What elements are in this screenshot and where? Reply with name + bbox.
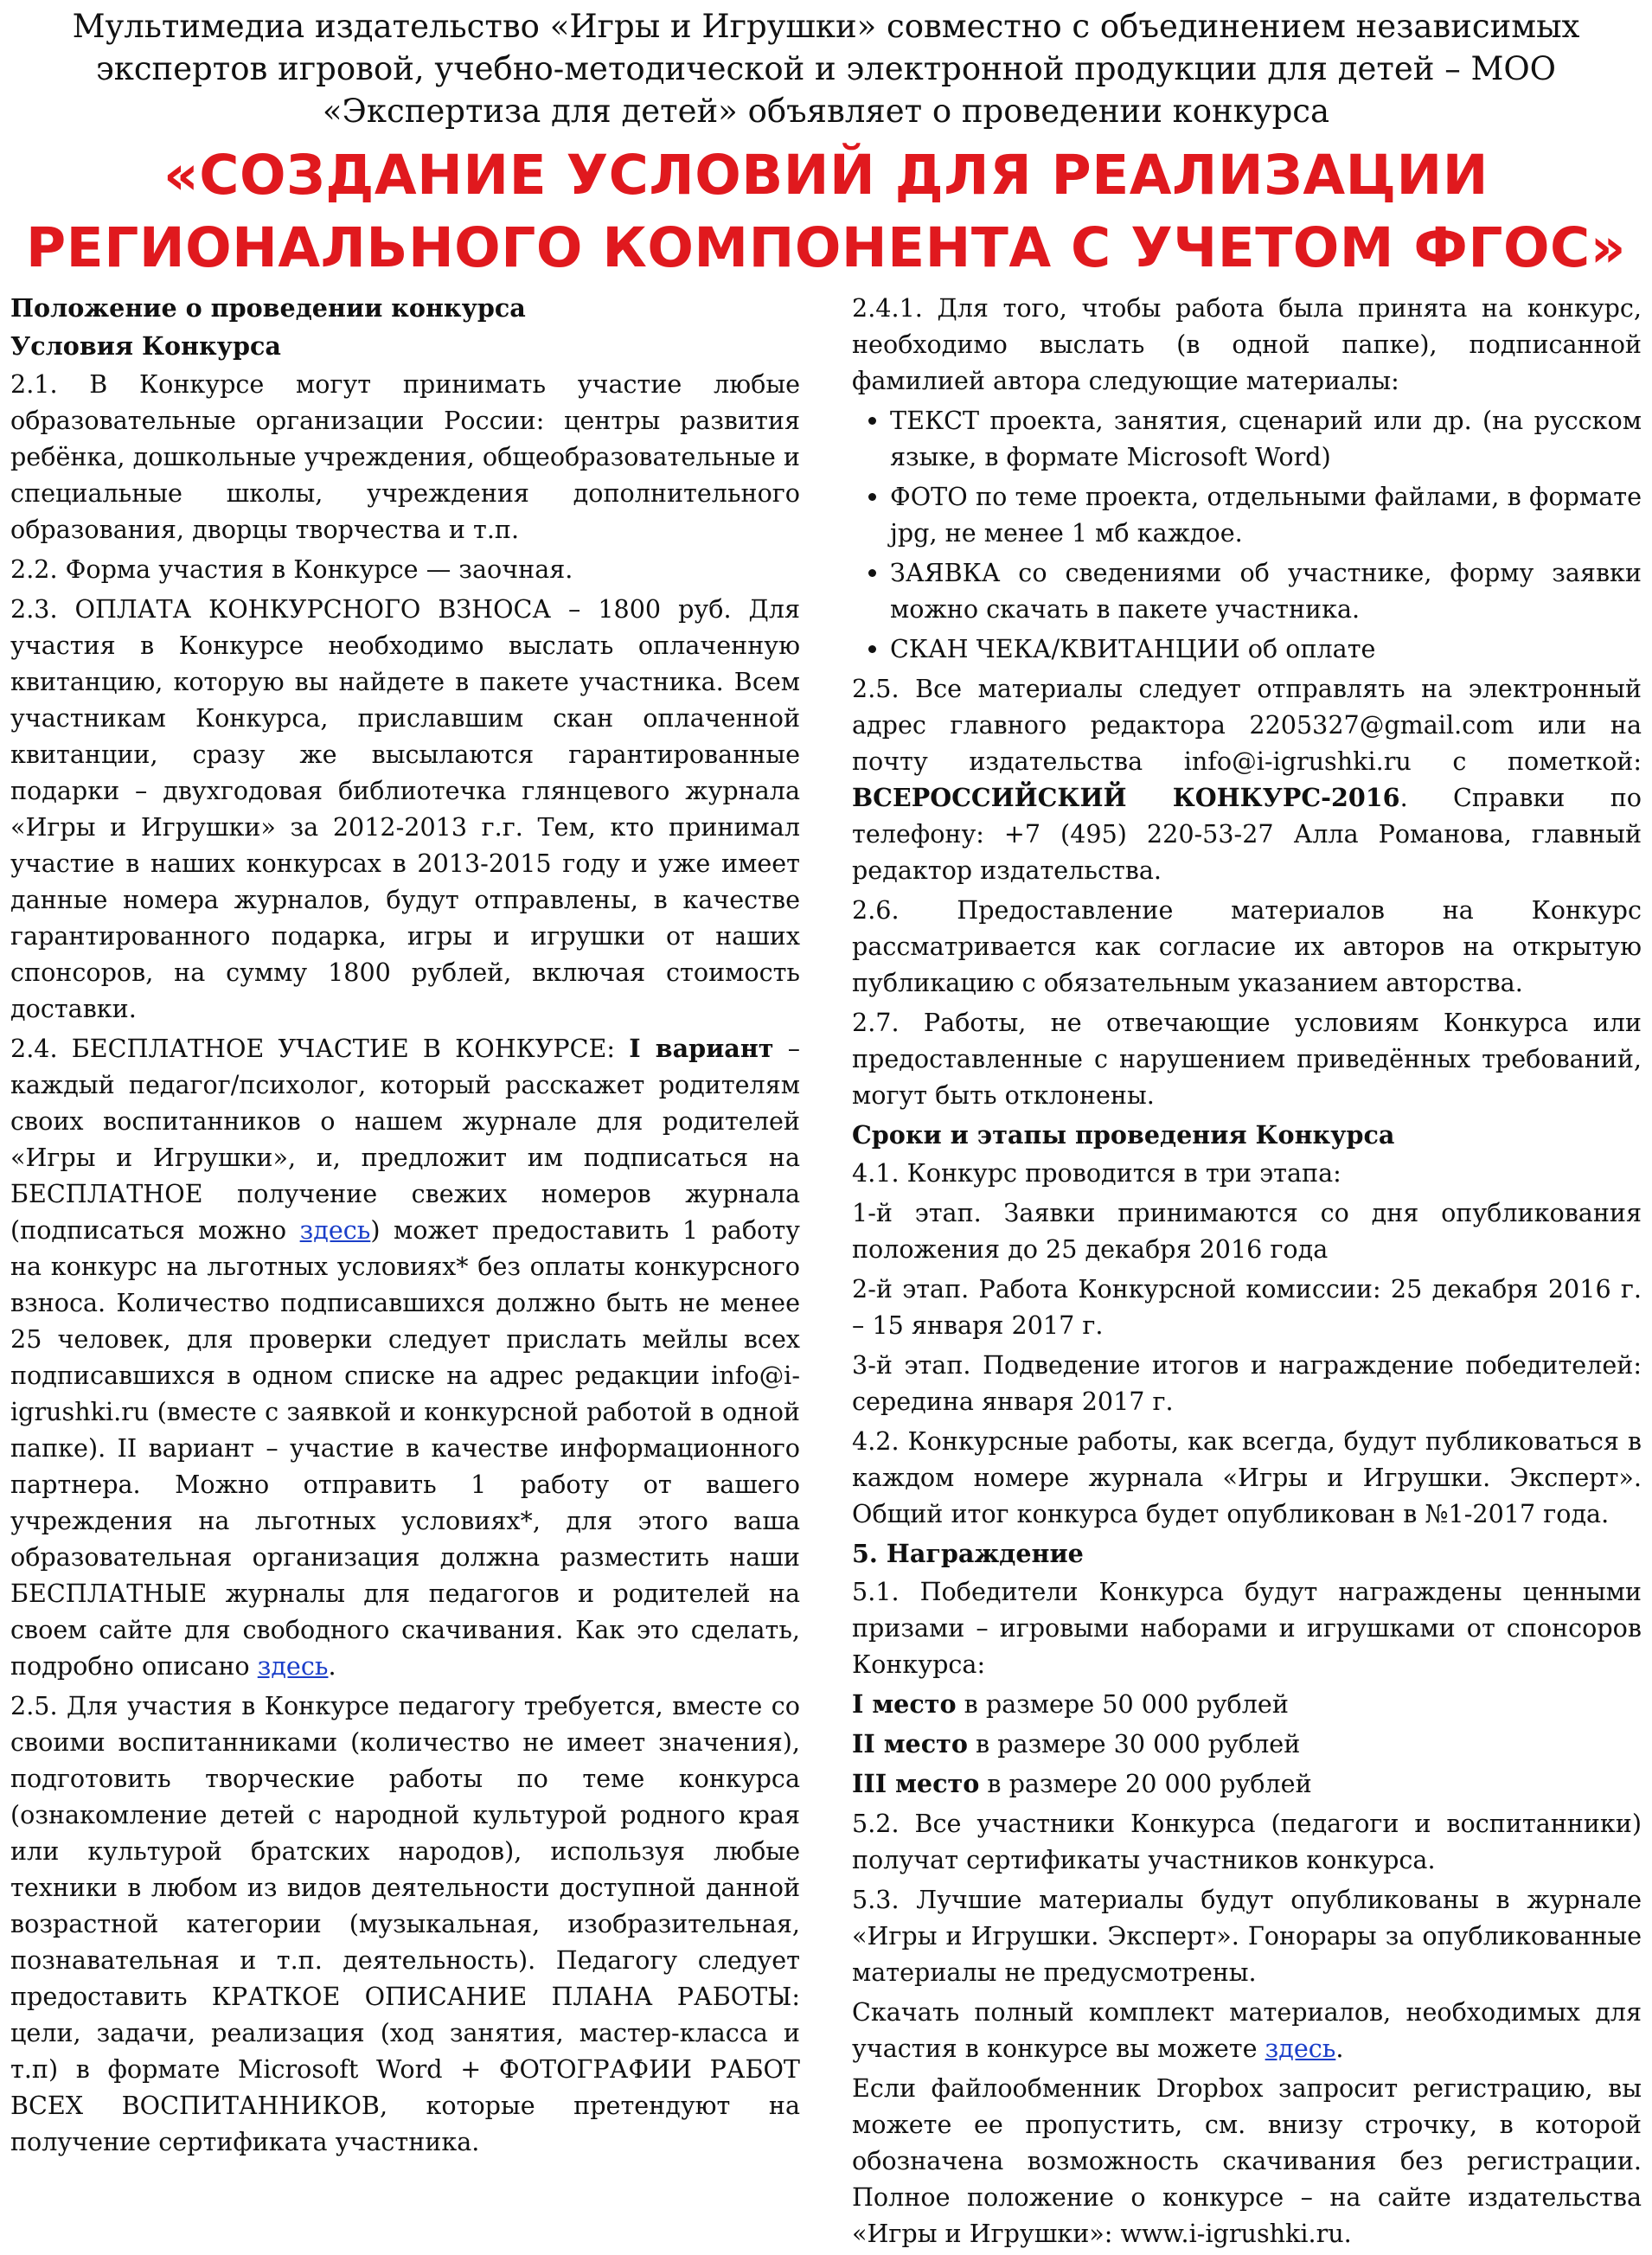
how-to-link[interactable]: здесь bbox=[257, 1651, 329, 1681]
contest-title-line-1: «СОЗДАНИЕ УСЛОВИЙ ДЛЯ РЕАЛИЗАЦИИ bbox=[163, 144, 1489, 207]
clause-2-5-right bbox=[852, 670, 1642, 888]
prize-3 bbox=[852, 1765, 1642, 1802]
subscribe-link[interactable]: здесь bbox=[299, 1215, 371, 1245]
prize-1 bbox=[852, 1686, 1642, 1722]
heading-nagrazhdenie: 5. Награждение bbox=[852, 1539, 1084, 1568]
materials-list bbox=[852, 402, 1642, 667]
dropbox-note: Если файлообменник Dropbox запросит регистрацию, вы можете ее пропустить, см. внизу строчку, в которой обозначена возможность скачивания без регистрации. Полное положение о конкурсе – на сайте издательства «Игры и Игрушки»: www.i-igrushki.ru. bbox=[852, 2073, 1642, 2248]
clause-5-1: 5.1. Победители Конкурса будут награждены ценными призами – игровыми наборами и игрушками от спонсоров Конкурса: bbox=[852, 1577, 1642, 1679]
download-link[interactable]: здесь bbox=[1265, 2034, 1336, 2063]
prize-place: II место bbox=[852, 1729, 968, 1759]
clause-4-2: 4.2. Конкурсные работы, как всегда, будут публиковаться в каждом номере журнала «Игры и Игрушки. Эксперт». Общий итог конкурса будет опубликован в №1-2017 года. bbox=[852, 1426, 1642, 1528]
right-column bbox=[852, 290, 1642, 2255]
clause-2-5-left: 2.5. Для участия в Конкурсе педагогу требуется, вместе со своими воспитанниками (количество не имеет значения), подготовить творческие работы по теме конкурса (ознакомление детей с народной культурой родного края или культурой братских народов), используя любые техники в любом из видов деятельности доступной данной возрастной категории (музыкальная, изобразительная, познавательная и т.п. деятельность). Педагогу следует предоставить КРАТКОЕ ОПИСАНИЕ ПЛАНА РАБОТЫ: цели, задачи, реализация (ход занятия, мастер-класса и т.п) в формате Microsoft Word + ФОТОГРАФИИ РАБОТ ВСЕХ ВОСПИТАННИКОВ, которые претендуют на получение сертификата участника. bbox=[10, 1691, 800, 2156]
prize-amount: в размере 20 000 рублей bbox=[979, 1769, 1312, 1798]
clause-2-5-contacts: . Справки по телефону: +7 (495) 220-53-27 Алла Романова, главный редактор издательства. bbox=[852, 783, 1642, 885]
heading-usloviya: Условия Конкурса bbox=[10, 331, 281, 361]
clause-5-3: 5.3. Лучшие материалы будут опубликованы в журнале «Игры и Игрушки. Эксперт». Гонорары за опубликованные материалы не предусмотрены. bbox=[852, 1885, 1642, 1987]
clause-2-7: 2.7. Работы, не отвечающие условиям Конкурса или предоставленные с нарушением приведённых требований, могут быть отклонены. bbox=[852, 1008, 1642, 1110]
list-item: • ТЕКСТ проекта, занятия, сценарий или др. (на русском языке, в формате Microsoft Word) bbox=[890, 402, 1642, 475]
intro-text: Мультимедиа издательство «Игры и Игрушки» совместно с объединением независимых экспертов игровой, учебно-методической и электронной продукции для детей – МОО «Экспертиза для детей» объявляет о проведении конкурса bbox=[72, 8, 1580, 130]
stage-2: 2-й этап. Работа Конкурсной комиссии: 25 декабря 2016 г. – 15 января 2017 г. bbox=[852, 1274, 1642, 1340]
list-item: • СКАН ЧЕКА/КВИТАНЦИИ об оплате bbox=[890, 631, 1642, 667]
stage-3: 3-й этап. Подведение итогов и награждение победителей: середина января 2017 г. bbox=[852, 1350, 1642, 1416]
two-column-body bbox=[10, 290, 1642, 2255]
clause-5-2: 5.2. Все участники Конкурса (педагоги и воспитанники) получат сертификаты участников конкурса. bbox=[852, 1809, 1642, 1874]
clause-2-4-body-b: ) может предоставить 1 работу на конкурс на льготных условиях* без оплаты конкурсного взноса. Количество подписавшихся должно быть не менее 25 человек, для проверки следует прислать мейлы всех подписавшихся в одном списке на адрес редакции info@i-igrushki.ru (вместе с заявкой и конкурсной работой в одной папке). II вариант – участие в качестве информационного партнера. Можно отправить 1 работу от вашего учреждения на льготных условиях*, для этого ваша образовательная организация должна разместить наши БЕСПЛАТНЫЕ журналы для педагогов и родителей на своем сайте для свободного скачивания. Как это сделать, подробно описано bbox=[10, 1215, 800, 1681]
prize-2 bbox=[852, 1726, 1642, 1762]
contest-mark: ВСЕРОССИЙСКИЙ КОНКУРС-2016 bbox=[852, 783, 1400, 812]
clause-2-5-text: 2.5. Все материалы следует отправлять на электронный адрес главного редактора 2205327@gmail.com или на почту издательства info@i-igrushki.ru с пометкой: bbox=[852, 674, 1642, 776]
heading-polozhenie: Положение о проведении конкурса bbox=[10, 293, 526, 323]
prize-place: I место bbox=[852, 1689, 957, 1719]
prize-place: III место bbox=[852, 1769, 980, 1798]
download-note bbox=[852, 1994, 1642, 2066]
clause-2-4 bbox=[10, 1030, 800, 1684]
clause-2-6: 2.6. Предоставление материалов на Конкурс рассматривается как согласие их авторов на открытую публикацию с обязательным указанием авторства. bbox=[852, 895, 1642, 997]
list-item: • ФОТО по теме проекта, отдельными файлами, в формате jpg, не менее 1 мб каждое. bbox=[890, 478, 1642, 551]
clause-4-1: 4.1. Конкурс проводится в три этапа: bbox=[852, 1158, 1341, 1188]
clause-2-4-body-a: – каждый педагог/психолог, который расскажет родителям своих воспитанников о нашем журнале для родителей «Игры и Игрушки», и, предложит им подписаться на БЕСПЛАТНОЕ получение свежих номеров журнала (подписаться можно bbox=[10, 1034, 800, 1245]
variant-1-label: I вариант bbox=[629, 1034, 774, 1063]
heading-sroki: Сроки и этапы проведения Конкурса bbox=[852, 1120, 1395, 1150]
clause-2-3: 2.3. ОПЛАТА КОНКУРСНОГО ВЗНОСА – 1800 руб. Для участия в Конкурсе необходимо выслать оплаченную квитанцию, которую вы найдете в пакете участника. Всем участникам Конкурса, приславшим скан оплаченной квитанции, сразу же высылаются гарантированные подарки – двухгодовая библиотечка глянцевого журнала «Игры и Игрушки» за 2012-2013 г.г. Тем, кто принимал участие в наших конкурсах в 2013-2015 году и уже имеет данные номера журналов, будут отправлены, в качестве гарантированного подарка, игры и игрушки от наших спонсоров, на сумму 1800 рублей, включая стоимость доставки. bbox=[10, 594, 800, 1023]
prize-amount: в размере 50 000 рублей bbox=[956, 1689, 1289, 1719]
prize-amount: в размере 30 000 рублей bbox=[967, 1729, 1301, 1759]
stage-1: 1-й этап. Заявки принимаются со дня опубликования положения до 25 декабря 2016 года bbox=[852, 1198, 1642, 1264]
clause-2-1: 2.1. В Конкурсе могут принимать участие любые образовательные организации России: центры развития ребёнка, дошкольные учреждения, общеобразовательные и специальные школы, учреждения дополнительного образования, дворцы творчества и т.п. bbox=[10, 369, 800, 544]
clause-2-4-end: . bbox=[328, 1651, 336, 1681]
contest-title-line-2: РЕГИОНАЛЬНОГО КОМПОНЕНТА С УЧЕТОМ ФГОС» bbox=[25, 216, 1626, 279]
clause-2-4-1: 2.4.1. Для того, чтобы работа была принята на конкурс, необходимо выслать (в одной папке), подписанной фамилией автора следующие материалы: bbox=[852, 293, 1642, 395]
clause-2-4-lead: 2.4. БЕСПЛАТНОЕ УЧАСТИЕ В КОНКУРСЕ: bbox=[10, 1034, 616, 1063]
left-column bbox=[10, 290, 800, 2255]
download-text: Скачать полный комплект материалов, необходимых для участия в конкурсе вы можете bbox=[852, 1997, 1642, 2063]
contest-title bbox=[10, 139, 1642, 285]
download-end: . bbox=[1335, 2034, 1344, 2063]
clause-2-2: 2.2. Форма участия в Конкурсе — заочная. bbox=[10, 554, 573, 584]
list-item: • ЗАЯВКА со сведениями об участнике, форму заявки можно скачать в пакете участника. bbox=[890, 554, 1642, 627]
